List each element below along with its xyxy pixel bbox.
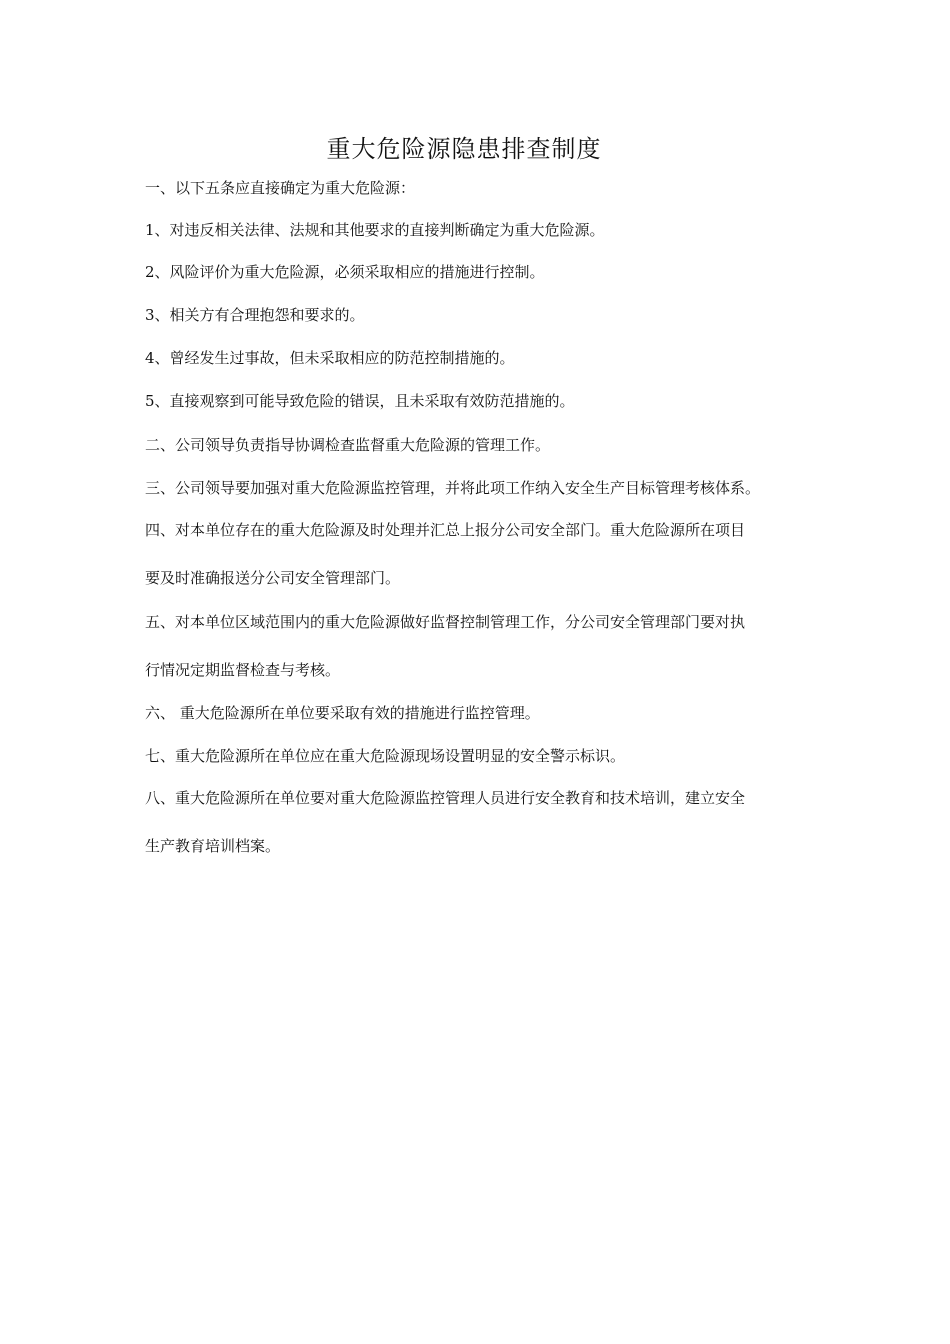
section-5-line-2: 行情况定期监督检查与考核。 (145, 661, 341, 679)
section-2: 二、公司领导负责指导协调检查监督重大危险源的管理工作。 (145, 436, 551, 454)
section-3: 三、公司领导要加强对重大危险源监控管理，并将此项工作纳入安全生产目标管理考核体系。 (145, 479, 761, 497)
clause-1-1: 1、对违反相关法律、法规和其他要求的直接判断确定为重大危险源。 (145, 221, 605, 239)
section-4-line-2: 要及时准确报送分公司安全管理部门。 (145, 569, 401, 587)
section-5-line-1: 五、对本单位区域范围内的重大危险源做好监督控制管理工作，分公司安全管理部门要对执 (145, 613, 746, 631)
document-title: 重大危险源隐患排查制度 (326, 135, 602, 163)
section-7: 七、重大危险源所在单位应在重大危险源现场设置明显的安全警示标识。 (145, 747, 626, 765)
section-6: 六、 重大危险源所在单位要采取有效的措施进行监控管理。 (145, 704, 540, 722)
clause-1-5: 5、直接观察到可能导致危险的错误，且未采取有效防范措施的。 (145, 392, 575, 410)
clause-1-3: 3、相关方有合理抱怨和要求的。 (145, 306, 365, 324)
clause-1-2: 2、风险评价为重大危险源，必须采取相应的措施进行控制。 (145, 263, 545, 281)
section-8-line-1: 八、重大危险源所在单位要对重大危险源监控管理人员进行安全教育和技术培训，建立安全 (145, 789, 746, 807)
clause-1-4: 4、曾经发生过事故，但未采取相应的防范控制措施的。 (145, 349, 515, 367)
section-4-line-1: 四、对本单位存在的重大危险源及时处理并汇总上报分公司安全部门。重大危险源所在项目 (145, 521, 746, 539)
section-1-heading: 一、以下五条应直接确定为重大危险源： (145, 179, 416, 197)
section-8-line-2: 生产教育培训档案。 (145, 837, 281, 855)
